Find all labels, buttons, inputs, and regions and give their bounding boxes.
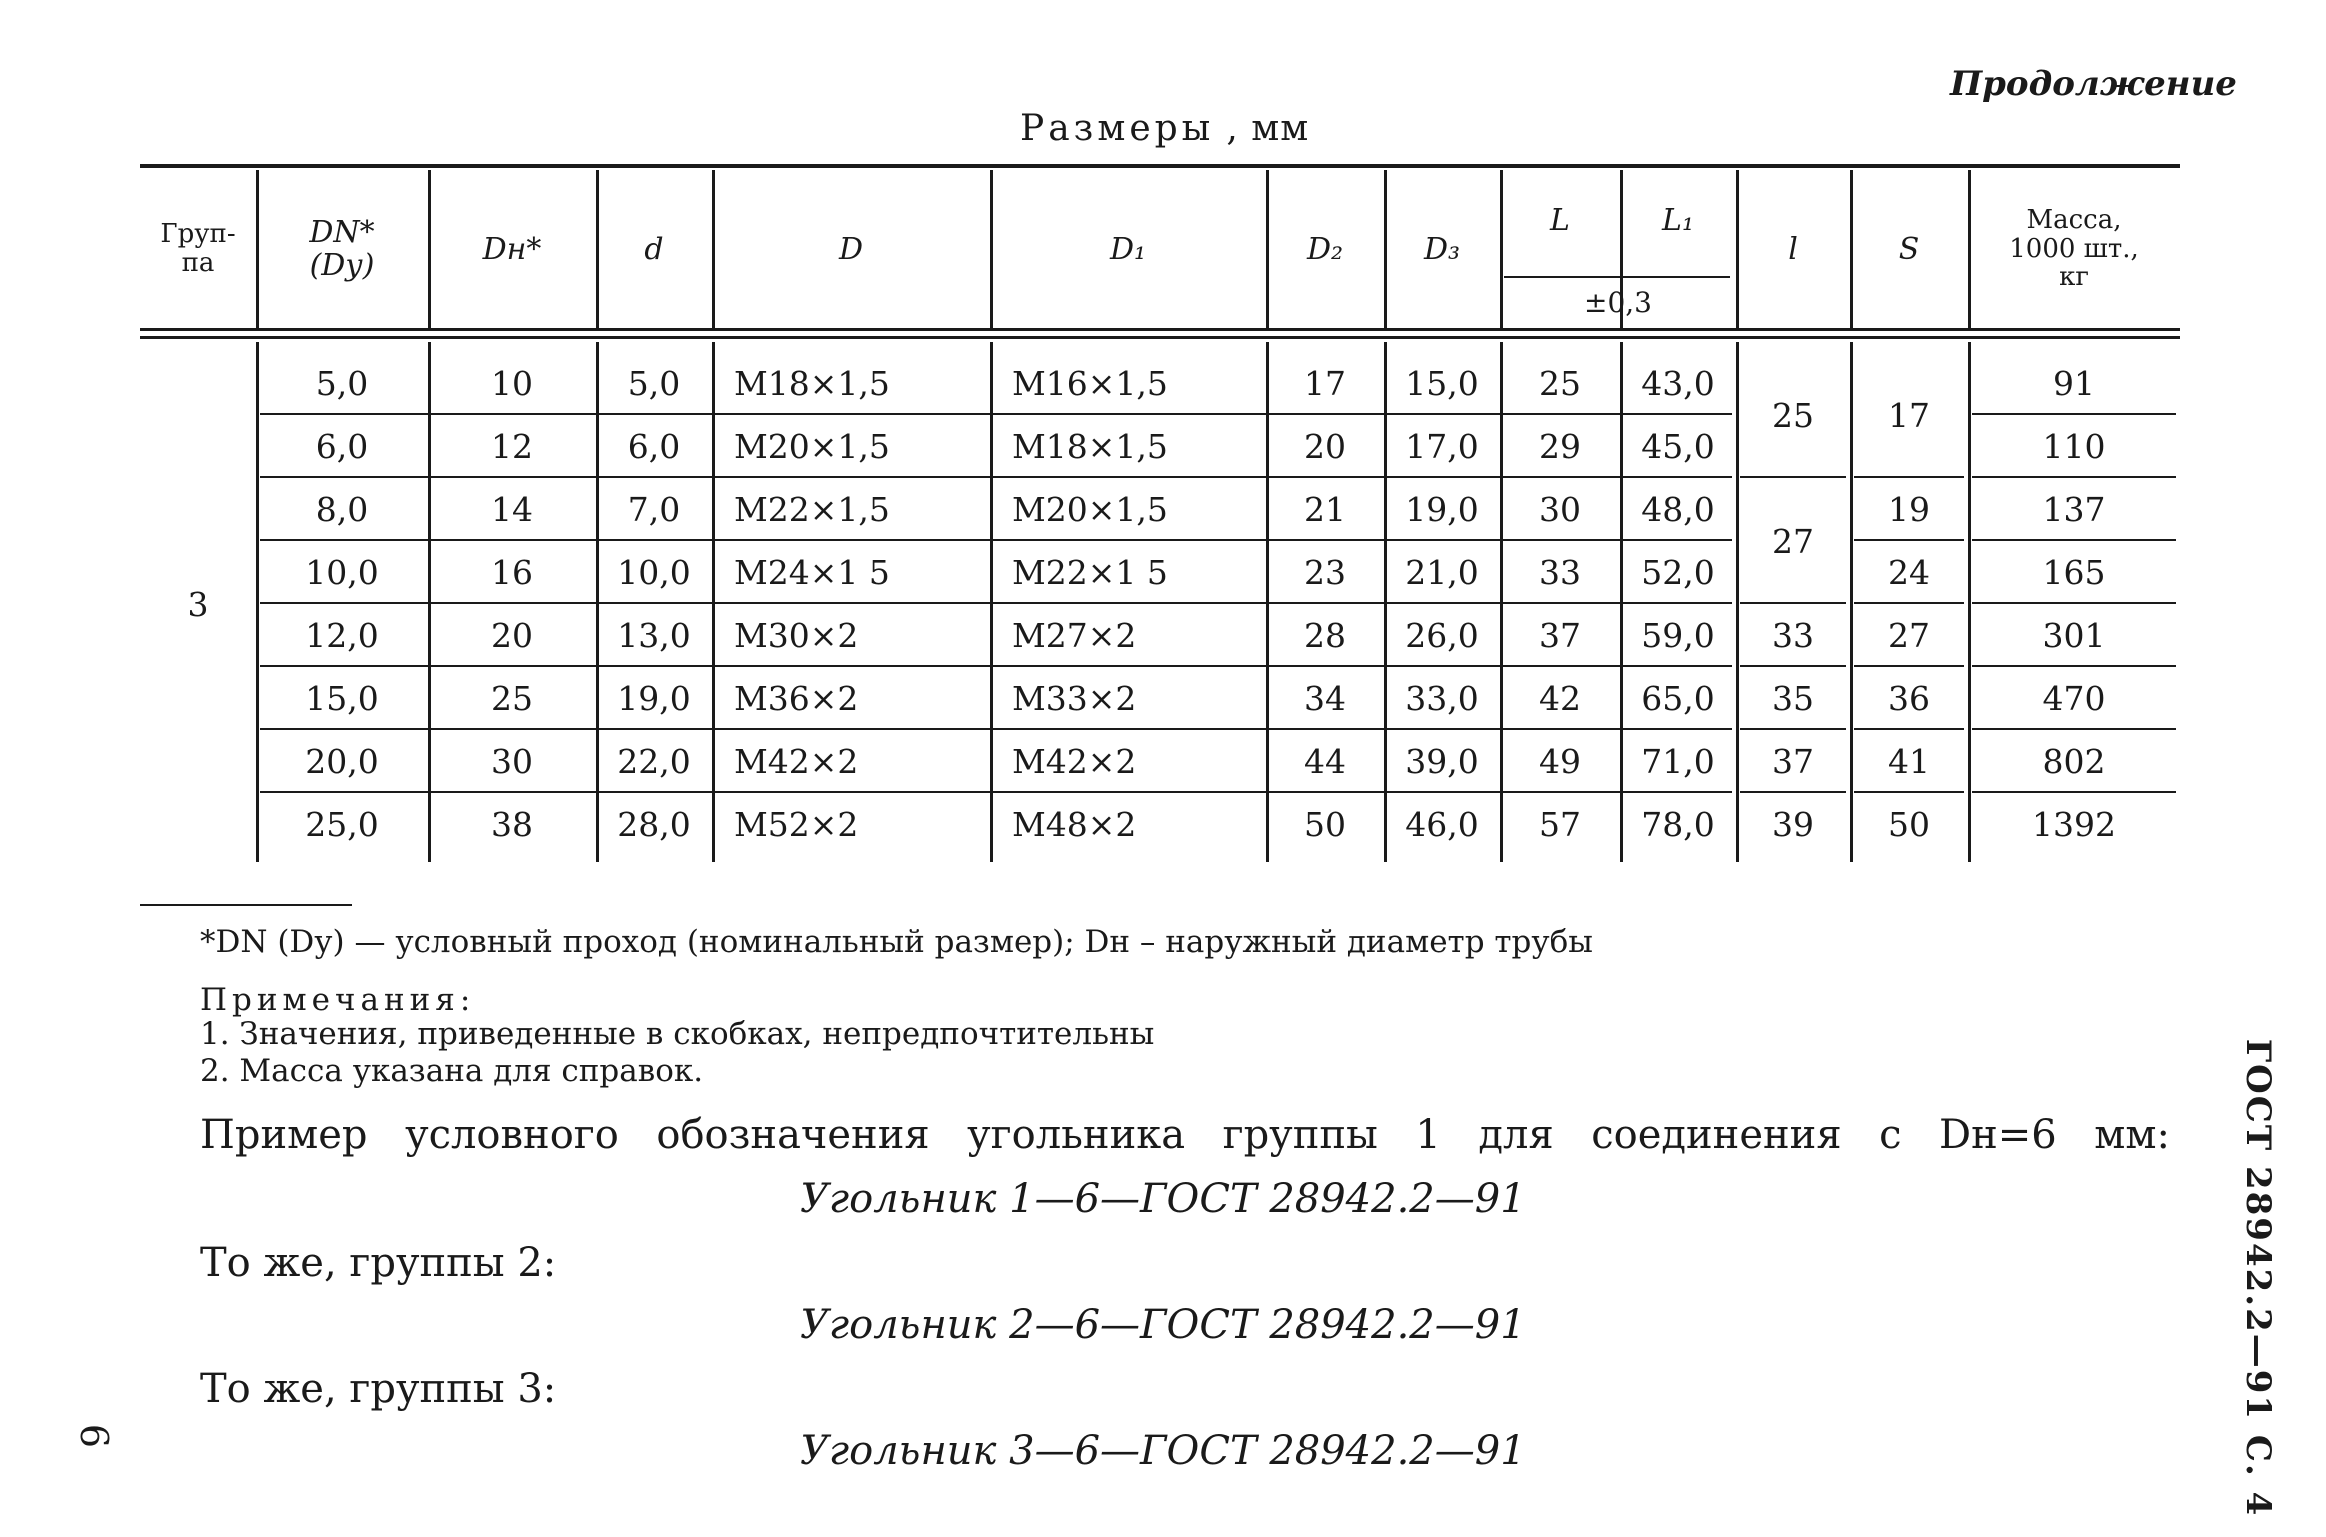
table-cell-l: 33 [1772,616,1814,655]
table-cell-S: 24 [1888,553,1930,592]
table-cell-dn: 5,0 [315,364,369,403]
table-cell-S: 19 [1888,490,1930,529]
table-cell-L1: 65,0 [1641,679,1715,718]
table-cell-D3: 15,0 [1405,364,1479,403]
table-cell-D1: M20×1,5 [1012,490,1168,529]
table-cell-D: M42×2 [734,742,859,781]
header-D1: D₁ [1109,231,1147,267]
table-cell-D2: 44 [1304,742,1346,781]
table-cell-mass: 91 [2053,364,2095,403]
table-cell-d: 10,0 [617,553,691,592]
table-cell-L1: 59,0 [1641,616,1715,655]
table-cell-D1: M18×1,5 [1012,427,1168,466]
header-bottom-rule [140,328,2180,331]
table-cell-dh: 10 [491,364,533,403]
table-cell-mass: 110 [2042,427,2106,466]
table-cell-dn: 20,0 [305,742,379,781]
table-cell-S: 27 [1888,616,1930,655]
table-cell-D1: M16×1,5 [1012,364,1168,403]
table-cell-D1: M33×2 [1012,679,1137,718]
header-group: Груп- па [160,219,236,278]
table-cell-dn: 8,0 [315,490,369,529]
table-cell-mass: 802 [2042,742,2106,781]
table-cell-D2: 50 [1304,805,1346,844]
header-bottom-rule [140,336,2180,339]
table-cell-dn: 12,0 [305,616,379,655]
table-cell-mass: 470 [2042,679,2106,718]
table-cell-L: 57 [1539,805,1581,844]
table-cell-L: 37 [1539,616,1581,655]
table-cell-D3: 46,0 [1405,805,1479,844]
footnote: *DN (Dу) — условный проход (номинальный размер); Dн – наружный диаметр трубы [200,924,1593,960]
header-L: L [1550,202,1570,238]
header-d: d [644,231,664,267]
header-S: S [1898,231,1920,267]
side-standard-ref [2228,1038,2288,1518]
table-cell-D2: 28 [1304,616,1346,655]
table-cell-d: 19,0 [617,679,691,718]
table-cell-D3: 33,0 [1405,679,1479,718]
table-cell-d: 6,0 [627,427,681,466]
same-group-2: То же, группы 2: [200,1240,557,1286]
table-cell-dn: 6,0 [315,427,369,466]
table-cell-D: M22×1,5 [734,490,890,529]
designation-group-2: Угольник 2—6—ГОСТ 28942.2—91 [800,1302,1526,1348]
table-cell-dh: 12 [491,427,533,466]
note-item: 2. Масса указана для справок. [200,1053,704,1089]
table-cell-dn: 10,0 [305,553,379,592]
table-cell-dn: 15,0 [305,679,379,718]
table-cell-D3: 17,0 [1405,427,1479,466]
designation-group-1: Угольник 1—6—ГОСТ 28942.2—91 [800,1176,1526,1222]
table-cell-L: 42 [1539,679,1581,718]
header-dn: DN* (Dу) [309,215,375,283]
footnote-rule [140,904,352,906]
table-cell-dh: 16 [491,553,533,592]
table-cell-dh: 14 [491,490,533,529]
table-top-rule [140,164,2180,168]
table-cell-l: 27 [1772,521,1814,561]
table-cell-mass: 165 [2042,553,2106,592]
table-cell-mass: 301 [2042,616,2106,655]
table-cell-S: 17 [1888,395,1930,435]
table-cell-L1: 78,0 [1641,805,1715,844]
table-cell-D: M52×2 [734,805,859,844]
table-cell-D: M36×2 [734,679,859,718]
table-cell-S: 50 [1888,805,1930,844]
table-cell-S: 36 [1888,679,1930,718]
header-L1: L₁ [1662,202,1694,238]
table-cell-L1: 45,0 [1641,427,1715,466]
table-cell-D3: 26,0 [1405,616,1479,655]
table-cell-l: 25 [1772,395,1814,435]
table-cell-D3: 21,0 [1405,553,1479,592]
table-cell-dh: 25 [491,679,533,718]
table-cell-D3: 39,0 [1405,742,1479,781]
table-cell-D2: 23 [1304,553,1346,592]
table-cell-L: 25 [1539,364,1581,403]
table-cell-S: 41 [1888,742,1930,781]
table-cell-D3: 19,0 [1405,490,1479,529]
table-cell-L1: 71,0 [1641,742,1715,781]
table-cell-d: 13,0 [617,616,691,655]
table-cell-D2: 17 [1304,364,1346,403]
tolerance-rule [1504,276,1730,278]
table-cell-D: M18×1,5 [734,364,890,403]
table-cell-mass: 137 [2042,490,2106,529]
table-cell-L: 30 [1539,490,1581,529]
notes-heading: Примечания: [200,982,476,1018]
table-cell-D1: M42×2 [1012,742,1137,781]
table-cell-D1: M22×1 5 [1012,553,1168,592]
header-mass: Масса, 1000 шт., кг [2009,205,2139,293]
header-l: l [1788,231,1798,267]
table-cell-dn: 25,0 [305,805,379,844]
table-cell-l: 35 [1772,679,1814,718]
table-cell-mass: 1392 [2032,805,2116,844]
table-cell-d: 22,0 [617,742,691,781]
table-cell-D: M24×1 5 [734,553,890,592]
table-cell-d: 7,0 [627,490,681,529]
table-cell-L1: 48,0 [1641,490,1715,529]
table-cell-d: 28,0 [617,805,691,844]
same-group-3: То же, группы 3: [200,1366,557,1412]
example-intro: Пример условного обозначения угольника группы 1 для соединения с Dн=6 мм: [200,1112,2170,1158]
continuation-label: Продолжение [1950,64,2237,104]
table-cell-D2: 20 [1304,427,1346,466]
table-cell-L1: 43,0 [1641,364,1715,403]
table-cell-l: 39 [1772,805,1814,844]
table-cell-D: M30×2 [734,616,859,655]
table-caption-unit: , мм [1226,108,1310,149]
header-dh: Dн* [482,231,542,267]
table-cell-dh: 38 [491,805,533,844]
header-tolerance: ±0,3 [1584,285,1652,319]
table-cell-D: M20×1,5 [734,427,890,466]
header-D: D [838,231,864,267]
header-D2: D₂ [1306,231,1344,267]
page-number: 6 [72,1423,117,1449]
table-cell-D1: M27×2 [1012,616,1137,655]
note-item: 1. Значения, приведенные в скобках, непредпочтительны [200,1016,1155,1052]
table-cell-L1: 52,0 [1641,553,1715,592]
table-cell-D1: M48×2 [1012,805,1137,844]
table-cell-d: 5,0 [627,364,681,403]
table-cell-L: 29 [1539,427,1581,466]
side-standard-ref-text: ГОСТ 28942.2—91 С. 4 [2238,1038,2278,1518]
table-cell-L: 33 [1539,553,1581,592]
table-cell-L: 49 [1539,742,1581,781]
table-cell-l: 37 [1772,742,1814,781]
table-cell-D2: 21 [1304,490,1346,529]
header-D3: D₃ [1423,231,1461,267]
table-cell-D2: 34 [1304,679,1346,718]
designation-group-3: Угольник 3—6—ГОСТ 28942.2—91 [800,1428,1526,1474]
table-caption [1020,108,1309,149]
table-cell-dh: 30 [491,742,533,781]
table-cell-dh: 20 [491,616,533,655]
table-caption-text: Размеры [1020,108,1215,149]
group-value: 3 [187,584,209,624]
